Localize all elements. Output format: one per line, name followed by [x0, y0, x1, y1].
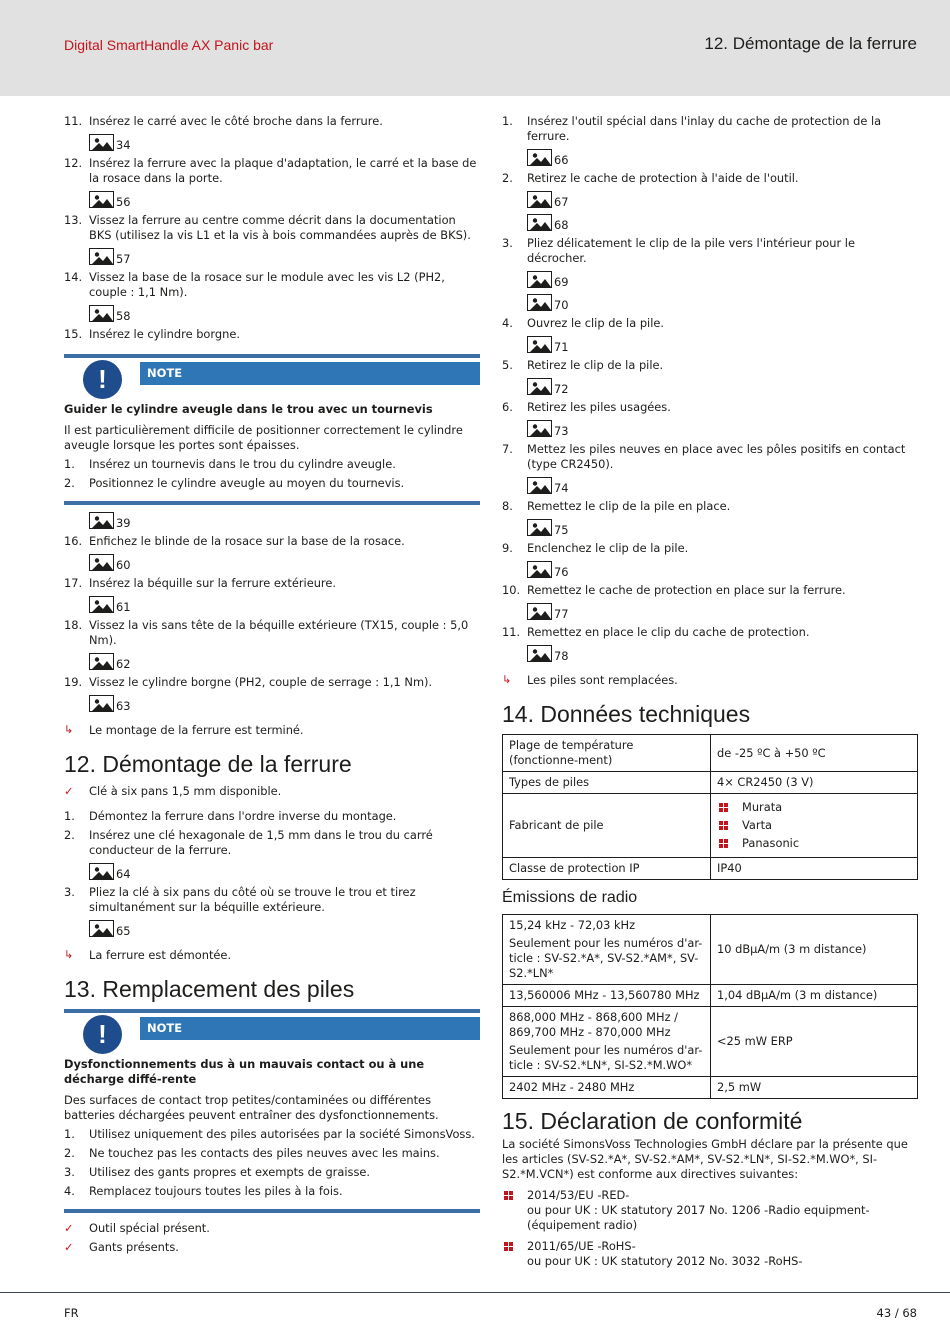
note-box-contact	[64, 1009, 480, 1213]
prerequisite-list	[64, 1221, 480, 1255]
figure-number: 70	[554, 297, 569, 312]
figure-number: 76	[554, 564, 569, 579]
step-item	[502, 358, 918, 373]
prerequisite-item	[64, 784, 480, 799]
battery-steps-list	[502, 114, 918, 663]
step-number: 7.	[502, 442, 513, 456]
step-text: Enclenchez le clip de la pile.	[527, 541, 689, 555]
section-heading-14: 14. Données techniques	[502, 701, 751, 727]
step-number: 2.	[64, 828, 75, 842]
note-label: NOTE	[140, 1017, 480, 1040]
note-bottom-rule	[64, 1209, 480, 1213]
frequency: 868,000 MHz - 868,600 MHz / 869,700 MHz - 870,000 MHz	[509, 1010, 679, 1039]
figure-number: 75	[554, 522, 569, 537]
step-text: Insérez une clé hexagonale de 1,5 mm dans le trou du carré conducteur de la ferrure.	[89, 828, 433, 857]
figure-ref	[89, 247, 480, 266]
step-text: Remettez le clip de la pile en place.	[527, 499, 731, 513]
figure-ref	[89, 304, 480, 323]
bullet-square-icon	[719, 803, 728, 812]
step-number: 6.	[502, 400, 513, 414]
figure-ref	[527, 148, 918, 167]
note-box-cylinder	[64, 354, 480, 505]
table-cell: Classe de protection IP	[503, 858, 711, 880]
step-number: 13.	[64, 213, 83, 227]
table-cell: 2,5 mW	[711, 1077, 918, 1099]
page-header	[0, 0, 950, 96]
result-arrow-icon: ↳	[64, 723, 74, 736]
note-label: NOTE	[140, 362, 480, 385]
step-number: 17.	[64, 576, 83, 590]
prerequisite-item	[64, 1221, 480, 1236]
step-text: Retirez les piles usagées.	[527, 400, 671, 414]
figure-ref	[527, 377, 918, 396]
frequency-note: Seulement pour les numéros d'ar-ticle : SV-S2.*LN*, SI-S2.*M.WO*	[509, 1043, 703, 1072]
figure-number: 60	[116, 557, 131, 572]
step-number: 1.	[502, 114, 513, 128]
figure-ref	[89, 553, 480, 572]
image-icon	[89, 305, 114, 322]
step-item	[64, 213, 480, 243]
figure-number: 57	[116, 251, 131, 266]
result-text: La ferrure est démontée.	[89, 948, 232, 962]
step-text: Insérez la ferrure avec la plaque d'adaptation, le carré et la base de la rosace dans la porte.	[89, 156, 477, 185]
image-icon	[89, 653, 114, 670]
step-number: 2.	[64, 1146, 75, 1160]
image-icon	[89, 248, 114, 265]
step-text: Insérez l'outil spécial dans l'inlay du cache de protection de la ferrure.	[527, 114, 882, 143]
image-icon	[527, 519, 552, 536]
figure-number: 71	[554, 339, 569, 354]
figure-number: 63	[116, 698, 131, 713]
step-number: 4.	[502, 316, 513, 330]
table-cell: Types de piles	[503, 772, 711, 794]
dismount-steps-list	[64, 809, 480, 938]
section-heading-12: 12. Démontage de la ferrure	[64, 751, 352, 777]
result-arrow-icon: ↳	[502, 673, 512, 686]
step-item	[502, 625, 918, 640]
figure-ref	[527, 644, 918, 663]
figure-ref	[89, 652, 480, 671]
note-text: Il est particulièrement difficile de positionner correctement le cylindre aveugle lorsque les portes sont épaisses.	[64, 423, 463, 452]
frequency: 15,24 kHz - 72,03 kHz	[509, 918, 636, 932]
step-text: Démontez la ferrure dans l'ordre inverse du montage.	[89, 809, 397, 823]
image-icon	[89, 920, 114, 937]
result-arrow-icon: ↳	[64, 948, 74, 961]
subheading-radio: Émissions de radio	[502, 889, 638, 906]
step-text: Ouvrez le clip de la pile.	[527, 316, 665, 330]
step-text: Retirez le cache de protection à l'aide de l'outil.	[527, 171, 799, 185]
step-number: 12.	[64, 156, 83, 170]
image-icon	[89, 596, 114, 613]
step-number: 16.	[64, 534, 83, 548]
step-item	[64, 1165, 480, 1180]
result-line	[64, 948, 480, 963]
figure-ref	[527, 476, 918, 495]
figure-number: 68	[554, 217, 569, 232]
step-number: 8.	[502, 499, 513, 513]
step-number: 5.	[502, 358, 513, 372]
figure-ref	[527, 335, 918, 354]
table-cell: 13,560006 MHz - 13,560780 MHz	[503, 985, 711, 1007]
table-row	[503, 858, 918, 880]
table-cell: Fabricant de pile	[503, 794, 711, 858]
step-text: Remplacez toujours toutes les piles à la fois.	[89, 1184, 343, 1198]
step-text: Mettez les piles neuves en place avec les pôles positifs en contact (type CR2450).	[527, 442, 906, 471]
table-row	[503, 1007, 918, 1077]
check-icon: ✓	[64, 1221, 74, 1235]
figure-number: 74	[554, 480, 569, 495]
directive-code: 2014/53/EU -RED-	[527, 1188, 630, 1202]
step-text: Insérez la béquille sur la ferrure extérieure.	[89, 576, 336, 590]
step-text: Vissez la base de la rosace sur le module avec les vis L2 (PH2, couple : 1,1 Nm).	[89, 270, 445, 299]
figure-ref	[89, 694, 480, 713]
step-number: 19.	[64, 675, 83, 689]
manufacturer-list	[717, 800, 911, 851]
note-items	[64, 1127, 480, 1199]
page-number: 43 / 68	[876, 1306, 917, 1320]
figure-ref	[527, 560, 918, 579]
manufacturer-name: Murata	[742, 800, 783, 814]
figure-number: 73	[554, 423, 569, 438]
figure-number: 77	[554, 606, 569, 621]
table-row	[503, 985, 918, 1007]
step-number: 10.	[502, 583, 521, 597]
step-text: Insérez le cylindre borgne.	[89, 327, 240, 341]
manufacturer-name: Varta	[742, 818, 773, 832]
step-item	[502, 499, 918, 514]
step-text: Vissez la vis sans tête de la béquille extérieure (TX15, couple : 5,0 Nm).	[89, 618, 469, 647]
step-number: 2.	[502, 171, 513, 185]
image-icon	[527, 271, 552, 288]
step-text: Remettez en place le clip du cache de protection.	[527, 625, 810, 639]
step-item	[502, 236, 918, 266]
mounting-steps-list-2	[64, 534, 480, 713]
directive-code: 2011/65/UE -RoHS-	[527, 1239, 636, 1253]
image-icon	[89, 695, 114, 712]
directive-uk: ou pour UK : UK statutory 2012 No. 3032 -RoHS-	[527, 1254, 803, 1268]
figure-ref	[89, 133, 480, 152]
figure-number: 65	[116, 923, 131, 938]
step-text: Insérez un tournevis dans le trou du cylindre aveugle.	[89, 457, 396, 471]
step-item	[502, 316, 918, 331]
step-text: Ne touchez pas les contacts des piles neuves avec les mains.	[89, 1146, 440, 1160]
result-text: Les piles sont remplacées.	[527, 673, 678, 687]
table-cell: Plage de température (fonctionne-ment)	[503, 735, 711, 772]
step-number: 18.	[64, 618, 83, 632]
check-icon: ✓	[64, 1240, 74, 1254]
step-text: Vissez le cylindre borgne (PH2, couple de serrage : 1,1 Nm).	[89, 675, 433, 689]
step-item	[64, 156, 480, 186]
image-icon	[89, 512, 114, 529]
figure-ref	[527, 518, 918, 537]
radio-table	[502, 914, 918, 1099]
image-icon	[527, 191, 552, 208]
note-text: Des surfaces de contact trop petites/contaminées ou différentes batteries déchargées peuvent entraîner des dysfonctionnements.	[64, 1093, 439, 1122]
table-cell: IP40	[711, 858, 918, 880]
table-row	[503, 794, 918, 858]
step-number: 1.	[64, 809, 75, 823]
figure-number: 58	[116, 308, 131, 323]
image-icon	[527, 645, 552, 662]
directive-list	[502, 1188, 918, 1269]
prerequisite-text: Gants présents.	[89, 1240, 179, 1254]
step-number: 3.	[64, 885, 75, 899]
table-cell: 4× CR2450 (3 V)	[711, 772, 918, 794]
image-icon	[89, 554, 114, 571]
step-text: Insérez le carré avec le côté broche dans la ferrure.	[89, 114, 383, 128]
step-number: 9.	[502, 541, 513, 555]
figure-ref	[89, 919, 480, 938]
image-icon	[527, 294, 552, 311]
figure-ref	[89, 511, 480, 530]
figure-number: 67	[554, 194, 569, 209]
figure-ref	[89, 190, 480, 209]
step-item	[64, 885, 480, 915]
figure-ref	[527, 293, 918, 312]
figure-number: 34	[116, 137, 131, 152]
result-line	[64, 723, 480, 738]
step-item	[64, 114, 480, 129]
step-number: 3.	[64, 1165, 75, 1179]
figure-number: 62	[116, 656, 131, 671]
note-bottom-rule	[64, 501, 480, 505]
image-icon	[527, 149, 552, 166]
footer-language: FR	[64, 1306, 79, 1320]
step-number: 14.	[64, 270, 83, 284]
section-heading-13: 13. Remplacement des piles	[64, 976, 355, 1002]
tech-data-table	[502, 734, 918, 880]
table-cell: <25 mW ERP	[711, 1007, 918, 1077]
figure-number: 39	[116, 515, 131, 530]
step-item	[502, 400, 918, 415]
figure-number: 61	[116, 599, 131, 614]
step-item	[64, 828, 480, 858]
figure-ref	[89, 595, 480, 614]
note-items	[64, 457, 480, 491]
figure-ref	[527, 270, 918, 289]
table-row	[503, 735, 918, 772]
directive-item	[502, 1239, 918, 1269]
bullet-square-icon	[719, 839, 728, 848]
manufacturer-item	[717, 818, 911, 833]
image-icon	[527, 336, 552, 353]
step-number: 1.	[64, 457, 75, 471]
directive-uk: ou pour UK : UK statutory 2017 No. 1206 -Radio equipment-(équipement radio)	[527, 1203, 870, 1232]
step-item	[502, 442, 918, 472]
table-cell	[503, 1007, 711, 1077]
step-item	[64, 1184, 480, 1199]
step-text: Utilisez uniquement des piles autorisées par la société SimonsVoss.	[89, 1127, 475, 1141]
directive-item	[502, 1188, 918, 1233]
figure-number: 66	[554, 152, 569, 167]
image-icon	[89, 134, 114, 151]
step-number: 2.	[64, 476, 75, 490]
image-icon	[527, 561, 552, 578]
table-cell: 2402 MHz - 2480 MHz	[503, 1077, 711, 1099]
step-text: Utilisez des gants propres et exempts de graisse.	[89, 1165, 371, 1179]
note-top-rule	[64, 1009, 480, 1013]
image-icon	[89, 191, 114, 208]
image-icon	[89, 863, 114, 880]
table-cell: de -25 ºC à +50 ºC	[711, 735, 918, 772]
figure-number: 78	[554, 648, 569, 663]
step-item	[64, 457, 480, 472]
exclamation-icon: !	[83, 360, 122, 399]
result-text: Le montage de la ferrure est terminé.	[89, 723, 304, 737]
table-row	[503, 772, 918, 794]
image-icon	[527, 420, 552, 437]
step-number: 11.	[64, 114, 83, 128]
step-item	[64, 809, 480, 824]
prerequisite-item	[64, 1240, 480, 1255]
step-item	[64, 618, 480, 648]
step-number: 3.	[502, 236, 513, 250]
figure-number: 56	[116, 194, 131, 209]
step-item	[64, 576, 480, 591]
prerequisite-text: Clé à six pans 1,5 mm disponible.	[89, 784, 282, 798]
step-item	[502, 114, 918, 144]
figure-ref	[89, 862, 480, 881]
bullet-square-icon	[504, 1191, 513, 1200]
step-number: 4.	[64, 1184, 75, 1198]
step-item	[64, 675, 480, 690]
image-icon	[527, 214, 552, 231]
exclamation-icon: !	[83, 1015, 122, 1054]
note-top-rule	[64, 354, 480, 358]
chapter-title: 12. Démontage de la ferrure	[704, 34, 917, 53]
step-text: Pliez délicatement le clip de la pile vers l'intérieur pour le décrocher.	[527, 236, 855, 265]
step-number: 15.	[64, 327, 83, 341]
step-text: Retirez le clip de la pile.	[527, 358, 664, 372]
step-item	[64, 476, 480, 491]
step-number: 1.	[64, 1127, 75, 1141]
section-heading-15: 15. Déclaration de conformité	[502, 1108, 803, 1134]
step-item	[64, 1146, 480, 1161]
result-line	[502, 673, 918, 688]
step-text: Positionnez le cylindre aveugle au moyen du tournevis.	[89, 476, 405, 490]
step-item	[64, 1127, 480, 1142]
step-number: 11.	[502, 625, 521, 639]
step-item	[64, 327, 480, 342]
note-title: Guider le cylindre aveugle dans le trou avec un tournevis	[64, 402, 433, 416]
image-icon	[527, 603, 552, 620]
step-item	[502, 583, 918, 598]
table-cell	[503, 915, 711, 985]
bullet-square-icon	[504, 1242, 513, 1251]
table-cell: 1,04 dBµA/m (3 m distance)	[711, 985, 918, 1007]
declaration-text: La société SimonsVoss Technologies GmbH déclare par la présente que les articles (SV-S2.*A*, SV-S2.*AM*, SV-S2.*LN*, SI-S2.*M.WO*, SI-S2.*M.VCN*) est conforme aux directives suivantes:	[502, 1137, 908, 1181]
prerequisite-text: Outil spécial présent.	[89, 1221, 210, 1235]
figure-number: 69	[554, 274, 569, 289]
table-row	[503, 915, 918, 985]
step-text: Enfichez le blinde de la rosace sur la base de la rosace.	[89, 534, 405, 548]
figure-ref	[527, 213, 918, 232]
frequency-note: Seulement pour les numéros d'ar-ticle : SV-S2.*A*, SV-S2.*AM*, SV-S2.*LN*	[509, 936, 703, 980]
bullet-square-icon	[719, 821, 728, 830]
mounting-steps-list	[64, 114, 480, 342]
step-item	[502, 171, 918, 186]
table-cell: 10 dBµA/m (3 m distance)	[711, 915, 918, 985]
footer-rule	[0, 1292, 950, 1293]
table-cell	[711, 794, 918, 858]
check-icon: ✓	[64, 784, 74, 798]
note-title: Dysfonctionnements dus à un mauvais contact ou à une décharge diffé-rente	[64, 1057, 425, 1086]
left-column	[64, 114, 480, 1255]
image-icon	[527, 477, 552, 494]
step-item	[64, 270, 480, 300]
step-item	[64, 534, 480, 549]
figure-ref	[527, 190, 918, 209]
table-row	[503, 1077, 918, 1099]
manufacturer-item	[717, 800, 911, 815]
figure-number: 72	[554, 381, 569, 396]
right-column	[502, 114, 918, 1269]
image-icon	[527, 378, 552, 395]
figure-ref	[527, 419, 918, 438]
manufacturer-item	[717, 836, 911, 851]
step-text: Vissez la ferrure au centre comme décrit dans la documentation BKS (utilisez la vis L1 et la vis à bois commandées auprès de BKS).	[89, 213, 471, 242]
product-title: Digital SmartHandle AX Panic bar	[64, 37, 274, 53]
step-text: Pliez la clé à six pans du côté où se trouve le trou et tirez simultanément sur la béquille extérieure.	[89, 885, 416, 914]
figure-ref	[527, 602, 918, 621]
step-item	[502, 541, 918, 556]
step-text: Remettez le cache de protection en place sur la ferrure.	[527, 583, 846, 597]
manufacturer-name: Panasonic	[742, 836, 800, 850]
figure-number: 64	[116, 866, 131, 881]
